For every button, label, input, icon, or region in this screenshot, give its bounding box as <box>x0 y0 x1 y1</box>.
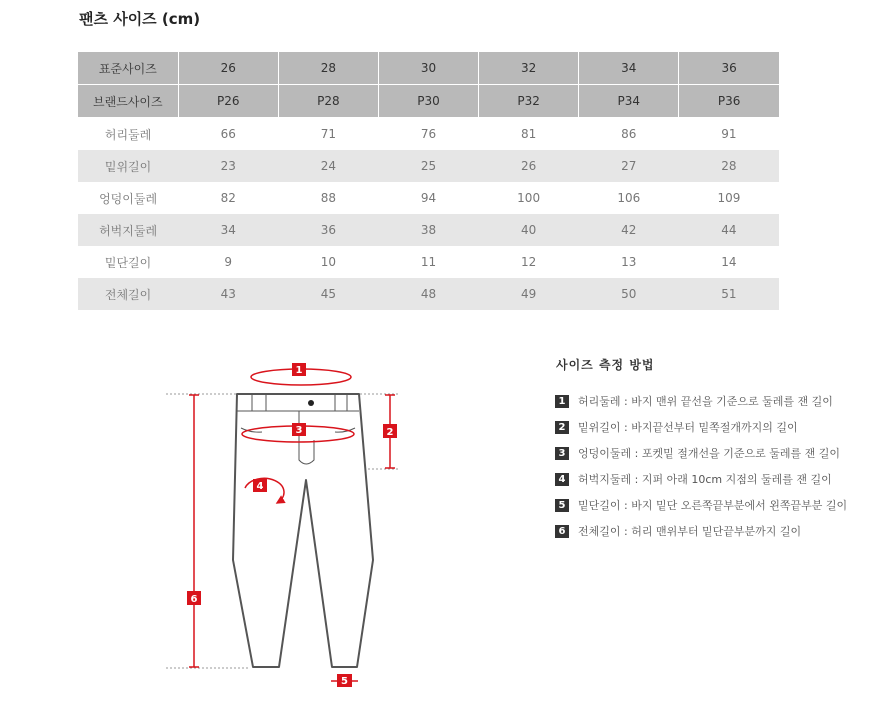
row-label: 밑위길이 <box>78 150 178 182</box>
table-cell: 100 <box>479 182 579 214</box>
number-badge: 5 <box>555 499 569 512</box>
table-row <box>78 150 779 182</box>
table-row <box>78 246 779 278</box>
table-cell: 34 <box>178 214 278 246</box>
table-cell: 50 <box>579 278 679 310</box>
measurement-item <box>555 467 891 491</box>
table-cell: P34 <box>579 85 679 118</box>
table-cell: 9 <box>178 246 278 278</box>
button-icon <box>308 400 314 406</box>
table-row <box>78 278 779 310</box>
table-cell: 88 <box>278 182 378 214</box>
measurement-guide <box>555 356 891 545</box>
table-cell: 26 <box>178 52 278 85</box>
table-cell: P26 <box>178 85 278 118</box>
row-label: 전체길이 <box>78 278 178 310</box>
marker-2 <box>383 424 397 438</box>
table-cell: 32 <box>479 52 579 85</box>
marker-6 <box>187 591 201 605</box>
table-row <box>78 118 779 151</box>
measurement-text: 허리둘레 : 바지 맨위 끝선을 기준으로 둘레를 잰 길이 <box>578 395 833 408</box>
marker-3 <box>292 423 306 436</box>
table-cell: 36 <box>278 214 378 246</box>
table-cell: 106 <box>579 182 679 214</box>
table-cell: P28 <box>278 85 378 118</box>
number-badge: 3 <box>555 447 569 460</box>
measurement-item <box>555 415 891 439</box>
svg-text:5: 5 <box>341 676 348 687</box>
measurement-guide-list <box>555 389 891 543</box>
table-cell: 51 <box>679 278 779 310</box>
table-header-row <box>78 52 779 85</box>
table-cell: 14 <box>679 246 779 278</box>
table-header-row <box>78 85 779 118</box>
number-badge: 4 <box>555 473 569 486</box>
table-cell: 66 <box>178 118 278 151</box>
number-badge: 2 <box>555 421 569 434</box>
marker-1 <box>292 363 306 376</box>
measurement-text: 전체길이 : 허리 맨위부터 밑단끝부분까지 길이 <box>578 525 802 538</box>
table-row <box>78 182 779 214</box>
table-cell: P32 <box>479 85 579 118</box>
page-title: 팬츠 사이즈 (cm) <box>79 10 201 28</box>
svg-text:3: 3 <box>295 425 303 436</box>
measurement-item <box>555 389 891 413</box>
svg-text:6: 6 <box>190 594 198 605</box>
marker-5 <box>337 674 352 687</box>
table-cell: 13 <box>579 246 679 278</box>
svg-text:2: 2 <box>386 427 394 438</box>
table-cell: 44 <box>679 214 779 246</box>
table-cell: 30 <box>378 52 478 85</box>
row-label: 브랜드사이즈 <box>78 85 178 118</box>
table-cell: 94 <box>378 182 478 214</box>
measurement-item <box>555 519 891 543</box>
measurement-item <box>555 493 891 517</box>
table-cell: 49 <box>479 278 579 310</box>
table-cell: 26 <box>479 150 579 182</box>
table-cell: 91 <box>679 118 779 151</box>
measurement-text: 엉덩이둘레 : 포켓밑 절개선을 기준으로 둘레를 잰 길이 <box>578 447 840 460</box>
table-cell: 81 <box>479 118 579 151</box>
table-cell: 25 <box>378 150 478 182</box>
table-cell: 36 <box>679 52 779 85</box>
row-label: 밑단길이 <box>78 246 178 278</box>
table-cell: 28 <box>278 52 378 85</box>
table-cell: 34 <box>579 52 679 85</box>
table-cell: 42 <box>579 214 679 246</box>
svg-text:4: 4 <box>256 481 264 492</box>
measurement-text: 허벅지둘레 : 지퍼 아래 10cm 지점의 둘레를 잰 길이 <box>578 473 832 486</box>
table-cell: 10 <box>278 246 378 278</box>
table-cell: 28 <box>679 150 779 182</box>
measurement-item <box>555 441 891 465</box>
measurement-text: 밑위길이 : 바지끝선부터 밑쪽절개까지의 길이 <box>578 421 798 434</box>
table-cell: 24 <box>278 150 378 182</box>
table-cell: 48 <box>378 278 478 310</box>
table-row <box>78 214 779 246</box>
table-cell: 43 <box>178 278 278 310</box>
measurement-text: 밑단길이 : 바지 밑단 오른쪽끝부분에서 왼쪽끝부분 길이 <box>578 499 848 512</box>
row-label: 허리둘레 <box>78 118 178 151</box>
table-cell: 38 <box>378 214 478 246</box>
row-label: 표준사이즈 <box>78 52 178 85</box>
number-badge: 6 <box>555 525 569 538</box>
table-cell: 109 <box>679 182 779 214</box>
number-badge: 1 <box>555 395 569 408</box>
table-cell: 40 <box>479 214 579 246</box>
svg-text:1: 1 <box>295 365 303 376</box>
table-cell: 27 <box>579 150 679 182</box>
table-cell: 71 <box>278 118 378 151</box>
table-cell: 45 <box>278 278 378 310</box>
size-table <box>78 52 779 310</box>
table-cell: 82 <box>178 182 278 214</box>
row-label: 엉덩이둘레 <box>78 182 178 214</box>
measurement-guide-title: 사이즈 측정 방법 <box>556 358 655 372</box>
pants-diagram <box>160 352 400 697</box>
table-cell: 11 <box>378 246 478 278</box>
row-label: 허벅지둘레 <box>78 214 178 246</box>
table-cell: 12 <box>479 246 579 278</box>
table-cell: 86 <box>579 118 679 151</box>
table-cell: 23 <box>178 150 278 182</box>
table-cell: 76 <box>378 118 478 151</box>
table-cell: P36 <box>679 85 779 118</box>
marker-4 <box>253 479 267 492</box>
table-cell: P30 <box>378 85 478 118</box>
